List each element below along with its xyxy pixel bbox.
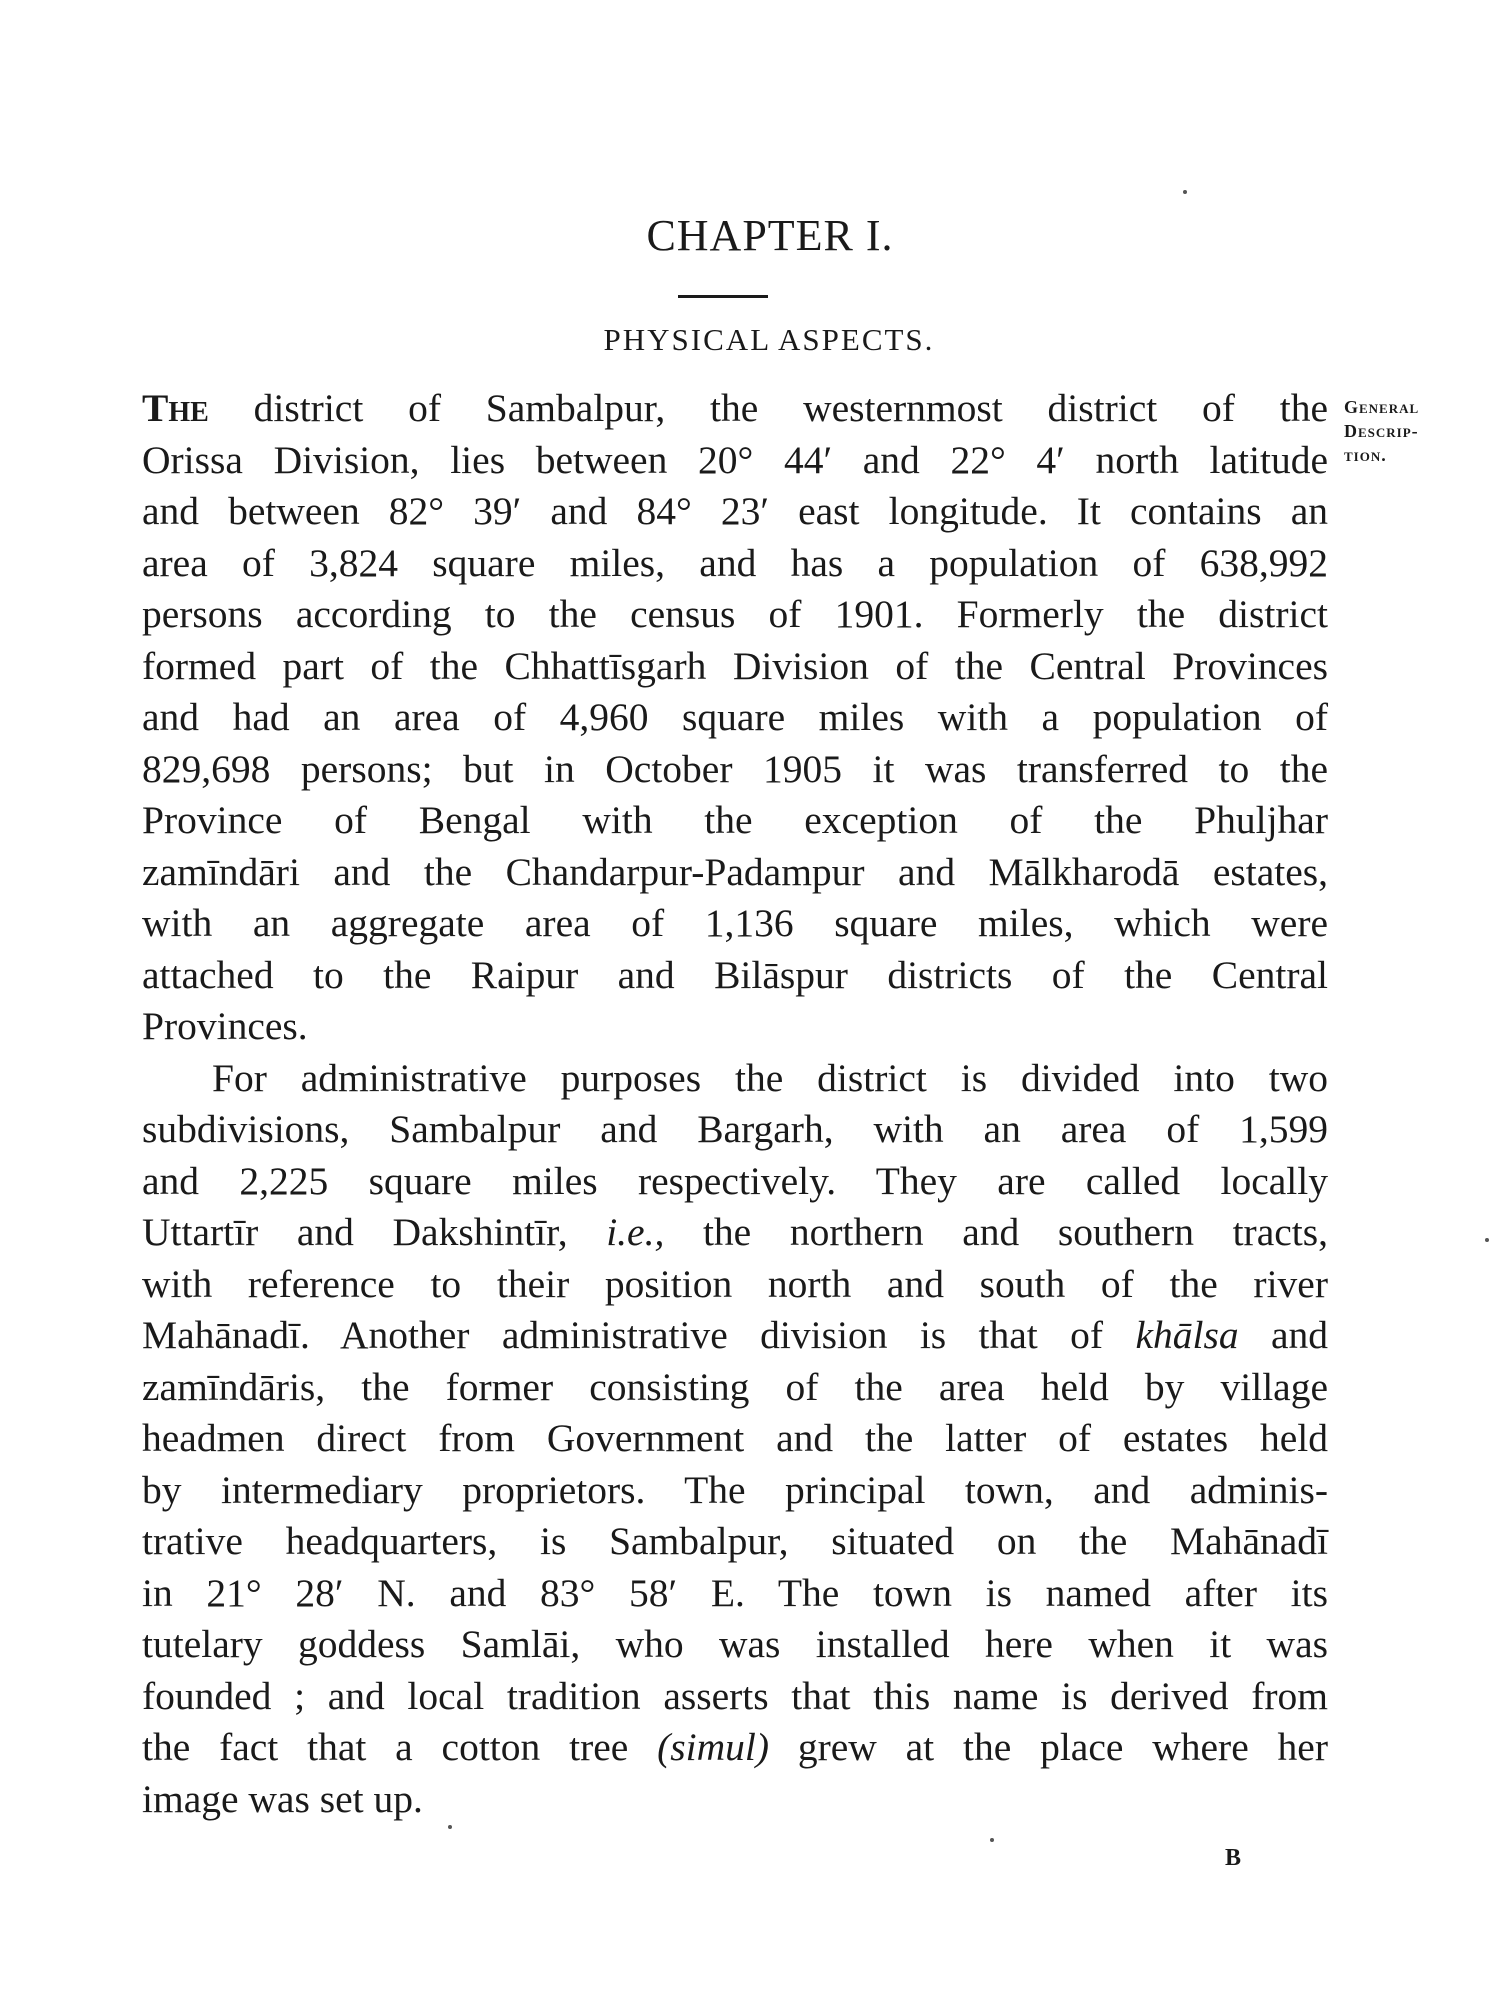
text-line: zamīndāris, the former consisting of the area held by village <box>142 1364 1328 1409</box>
text-line: persons according to the census of 1901. Formerly the district <box>142 592 1328 636</box>
text-line: image was set up. <box>142 1776 423 1821</box>
text-line: and 2,225 square miles respectively. They are called locally <box>142 1158 1328 1203</box>
text-line: with reference to their position north and south of the river <box>142 1261 1328 1306</box>
text-line: with an aggregate area of 1,136 square miles, which were <box>142 901 1328 945</box>
margin-note-line: tion. <box>1344 445 1387 465</box>
text-line: formed part of the Chhattīsgarh Division of the Central Provinces <box>142 643 1328 688</box>
margin-note-line: Descrip- <box>1344 421 1419 441</box>
chapter-title: CHAPTER I. <box>646 211 894 260</box>
text-line: in 21° 28′ N. and 83° 58′ E. The town is named after its <box>142 1570 1328 1615</box>
signature-mark: B <box>1225 1845 1242 1871</box>
text-line: trative headquarters, is Sambalpur, situated on the Mahānadī <box>142 1519 1328 1563</box>
text-line: Orissa Division, lies between 20° 44′ and 22° 4′ north latitude <box>142 437 1328 482</box>
text-line: and had an area of 4,960 square miles with a population of <box>142 695 1328 739</box>
text-line: headmen direct from Government and the latter of estates held <box>142 1416 1328 1460</box>
text-line: zamīndāri and the Chandarpur-Padampur and Mālkharodā estates, <box>142 849 1328 894</box>
text-line: 829,698 persons; but in October 1905 it was transferred to the <box>142 746 1328 791</box>
text-line: Provinces. <box>142 1004 308 1048</box>
print-speck <box>990 1838 994 1842</box>
khalsa-term: khālsa <box>1135 1313 1239 1357</box>
text-line: and between 82° 39′ and 84° 23′ east longitude. It contains an <box>142 489 1328 533</box>
first-word: The <box>142 386 209 430</box>
heading-rule <box>678 295 768 298</box>
text-line: For administrative purposes the district is divided into two <box>212 1055 1328 1100</box>
text-line: founded ; and local tradition asserts that this name is derived from <box>142 1673 1328 1718</box>
text-line: tutelary goddess Samlāi, who was installed here when it was <box>142 1622 1328 1666</box>
text-line: area of 3,824 square miles, and has a population of 638,992 <box>142 540 1328 585</box>
body-text <box>142 383 1328 1825</box>
text-line: The district of Sambalpur, the westernmost district of the <box>142 386 1328 430</box>
print-speck <box>448 1825 452 1829</box>
section-title: PHYSICAL ASPECTS. <box>603 322 935 357</box>
margin-note <box>1344 395 1494 467</box>
text-line: Mahānadī. Another administrative division is that of khālsa and <box>142 1313 1328 1357</box>
text-line: the fact that a cotton tree (simul) grew at the place where her <box>142 1725 1328 1769</box>
text-line: Province of Bengal with the exception of the Phuljhar <box>142 798 1328 842</box>
text-line: attached to the Raipur and Bilāspur districts of the Central <box>142 952 1328 997</box>
text-line: by intermediary proprietors. The principal town, and adminis- <box>142 1467 1328 1512</box>
text-line: subdivisions, Sambalpur and Bargarh, with an area of 1,599 <box>142 1107 1328 1151</box>
print-speck <box>1183 190 1187 194</box>
text-line: Uttartīr and Dakshintīr, i.e., the northern and southern tracts, <box>142 1210 1328 1254</box>
margin-note-line: General <box>1344 397 1420 417</box>
print-speck <box>1485 1238 1489 1242</box>
ie-abbrev: i.e., <box>606 1210 665 1254</box>
simul-term: (simul) <box>657 1725 770 1769</box>
